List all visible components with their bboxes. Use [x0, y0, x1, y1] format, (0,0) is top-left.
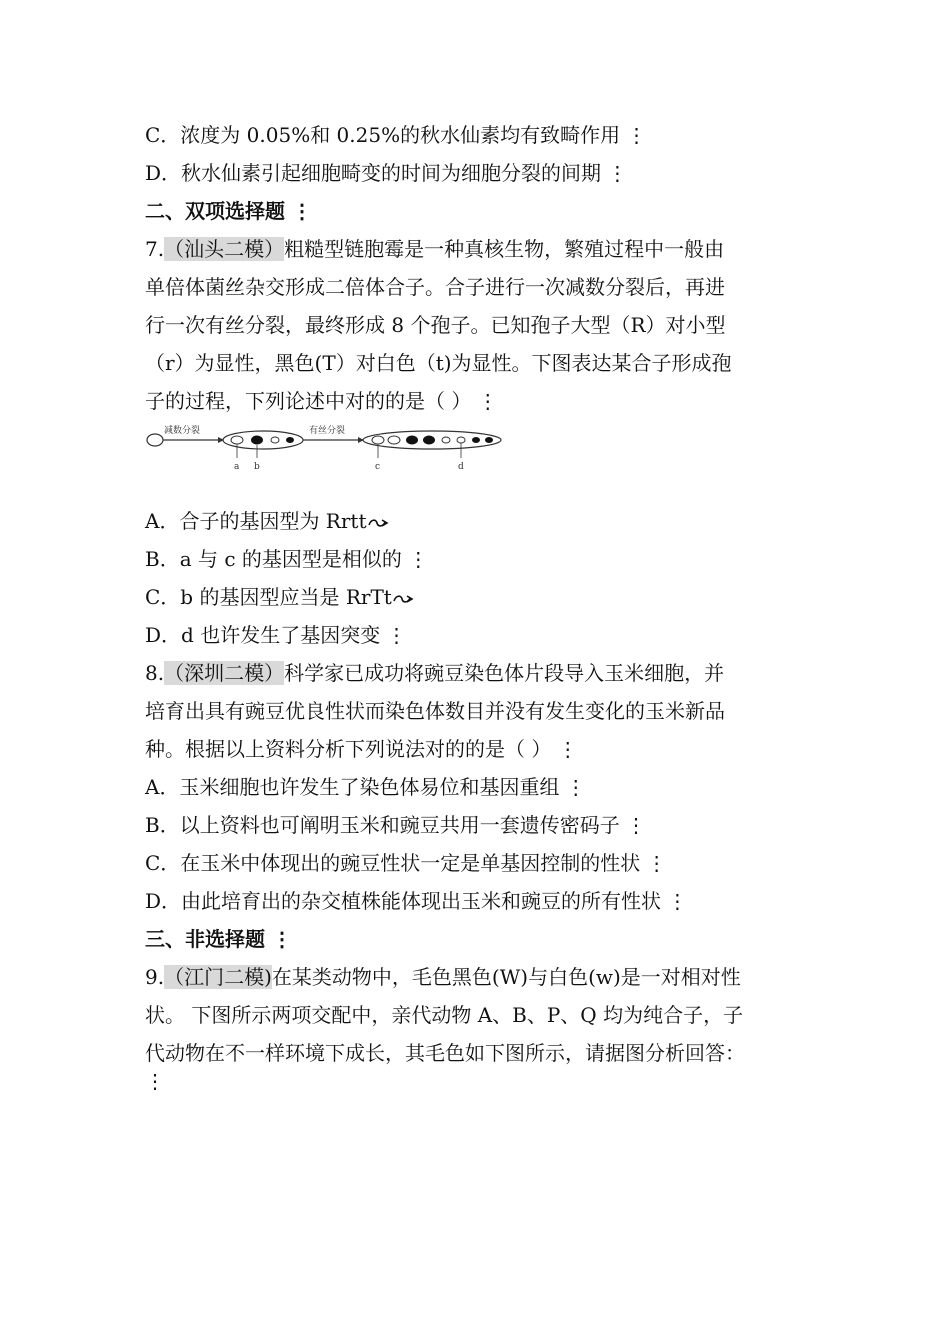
- spore-4: [286, 437, 294, 443]
- meiosis-label: 减数分裂: [164, 426, 201, 436]
- spore-11: [472, 437, 480, 443]
- question-7-option-c: [145, 583, 825, 611]
- question-8-option-b: B．以上资料也可阐明玉米和豌豆共用一套遗传密码子 ⋮: [145, 813, 647, 837]
- question-9-line-4: ⋮: [145, 1069, 165, 1093]
- question-9-line-3: 代动物在不一样环境下成长，其毛色如下图所示，请据图分析回答：: [145, 1041, 745, 1065]
- option-text: A．合子的基因型为 Rrtt: [145, 509, 367, 533]
- question-7-option-a: [145, 507, 825, 535]
- label-c: c: [375, 462, 381, 472]
- question-8-option-c: C．在玉米中体现出的豌豆性状一定是单基因控制的性状 ⋮: [145, 851, 667, 875]
- option-c-text: C．浓度为 0.05%和 0.25%的秋水仙素均有致畸作用 ⋮: [145, 123, 647, 147]
- question-8-line-3: 种。根据以上资料分析下列说法对的的是（ ） ⋮: [145, 737, 578, 761]
- question-8-option-d: D．由此培育出的杂交植株能体现出玉米和豌豆的所有性状 ⋮: [145, 889, 688, 913]
- question-7-line-2: 单倍体菌丝杂交形成二倍体合子。合子进行一次减数分裂后，再进: [145, 275, 725, 299]
- spore-9: [442, 437, 450, 443]
- question-9-line-1: [145, 963, 825, 991]
- spore-c: [372, 436, 384, 444]
- question-source: （汕头二模）: [164, 237, 285, 261]
- question-text: 在某类动物中，毛色黑色(W)与白色(w)是一对相对性: [271, 965, 741, 989]
- question-number: 9.: [145, 965, 165, 989]
- option-d-text: D．秋水仙素引起细胞畸变的时间为细胞分裂的间期 ⋮: [145, 161, 628, 185]
- zygote-cell: [147, 434, 163, 446]
- question-8-line-2: 培育出具有豌豆优良性状而染色体数目并没有发生变化的玉米新品: [145, 699, 725, 723]
- label-d: d: [458, 462, 464, 472]
- question-source: （江门二模): [164, 965, 272, 989]
- curl-glyph-icon: [392, 592, 414, 606]
- spore-7: [406, 436, 418, 445]
- label-a: a: [234, 462, 240, 472]
- spore-6: [388, 436, 400, 444]
- section-heading-double-choice: 二、双项选择题 ⋮: [145, 199, 312, 223]
- spore-d: [457, 437, 465, 443]
- question-7-line-4: （r）为显性，黑色(T）对白色（t)为显性。下图表达某合子形成孢: [145, 351, 732, 375]
- question-text: 粗糙型链胞霉是一种真核生物，繁殖过程中一般由: [284, 237, 725, 261]
- curl-glyph-icon: [367, 516, 389, 530]
- mitosis-label: 有丝分裂: [309, 426, 346, 436]
- question-7-option-b: B．a 与 c 的基因型是相似的 ⋮: [145, 547, 429, 571]
- question-7-line-5: 子的过程，下列论述中对的的是（ ） ⋮: [145, 389, 498, 413]
- question-text: 科学家已成功将豌豆染色体片段导入玉米细胞，并: [284, 661, 725, 685]
- option-text: C．b 的基因型应当是 RrTt: [145, 585, 392, 609]
- spore-3: [271, 437, 279, 443]
- label-b: b: [254, 462, 260, 472]
- spore-8: [423, 436, 435, 445]
- question-7-line-3: 行一次有丝分裂，最终形成 8 个孢子。已知孢子大型（R）对小型: [145, 313, 726, 337]
- spore-a: [231, 436, 243, 444]
- question-8-option-a: A．玉米细胞也许发生了染色体易位和基因重组 ⋮: [145, 775, 586, 799]
- question-number: 7.: [145, 237, 165, 261]
- spore-formation-diagram: [142, 418, 512, 478]
- question-9-line-2: 状。 下图所示两项交配中，亲代动物 A、B、P、Q 均为纯合子，子: [145, 1003, 744, 1027]
- section-heading-non-choice: 三、非选择题 ⋮: [145, 927, 292, 951]
- question-7-option-d: D．d 也许发生了基因突变 ⋮: [145, 623, 407, 647]
- question-number: 8.: [145, 661, 165, 685]
- spore-12: [485, 437, 493, 443]
- question-source: （深圳二模）: [164, 661, 285, 685]
- question-7-line-1: [145, 235, 825, 263]
- spore-b: [251, 436, 263, 445]
- question-8-line-1: [145, 659, 825, 687]
